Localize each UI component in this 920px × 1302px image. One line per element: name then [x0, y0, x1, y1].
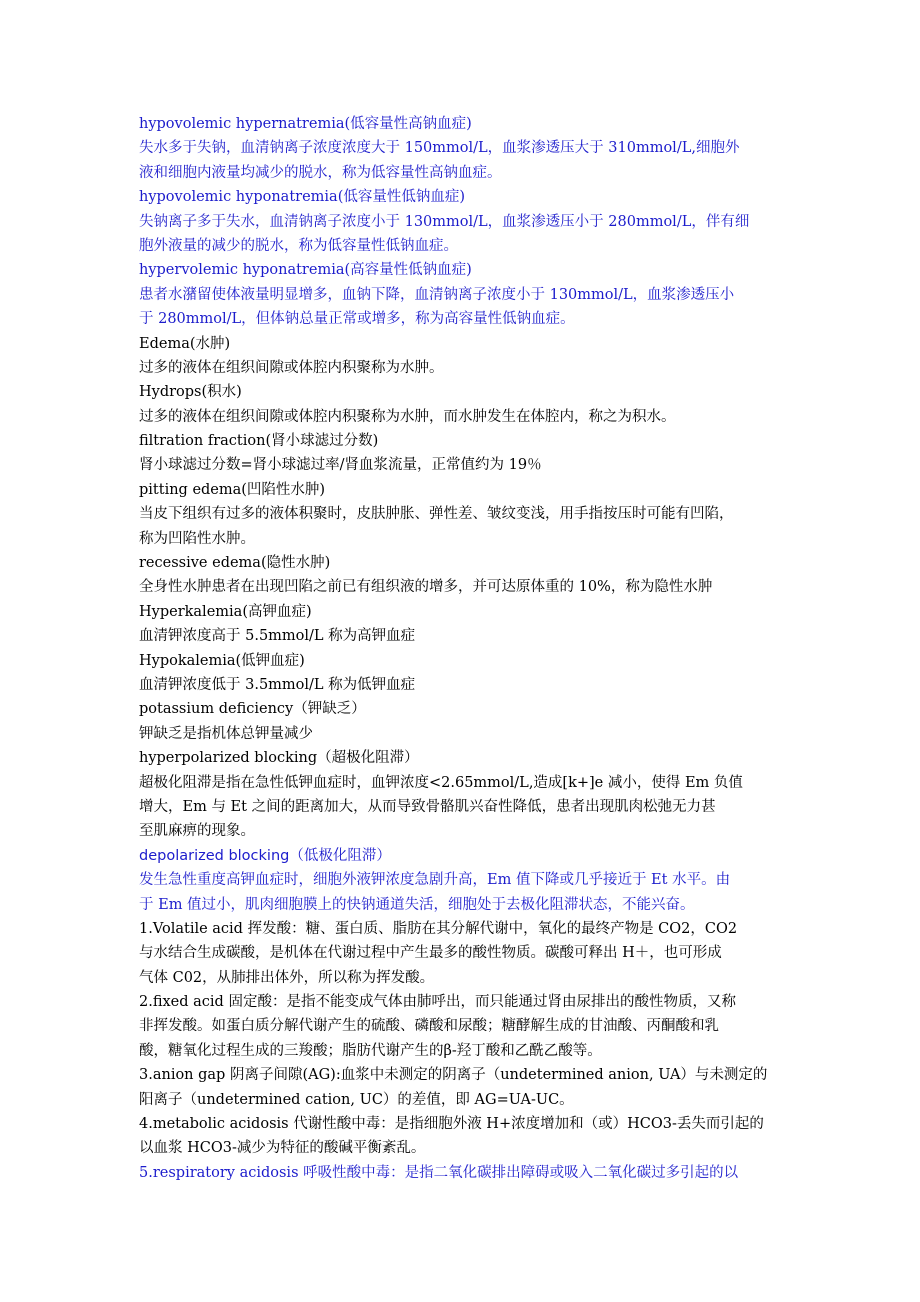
- definition-line: 患者水潴留使体液量明显增多，血钠下降，血清钠离子浓度小于 130mmol/L，血浆渗透压小: [139, 286, 735, 303]
- definition-line: 酸，糖氧化过程生成的三羧酸；脂肪代谢产生的β-羟丁酸和乙酰乙酸等。: [139, 1042, 602, 1059]
- term-heading-potassium-deficiency: potassium deficiency（钾缺乏）: [139, 701, 366, 718]
- numbered-definition-anion-gap: 3.anion gap 阴离子间隙(AG):血浆中未测定的阴离子（undetermined anion, UA）与未测定的: [139, 1067, 768, 1084]
- term-heading-hypovolemic-hypernatremia: hypovolemic hypernatremia(低容量性高钠血症): [139, 116, 472, 132]
- definition-line: 称为凹陷性水肿。: [139, 530, 255, 547]
- definition-line: 全身性水肿患者在出现凹陷之前已有组织液的增多，并可达原体重的 10%，称为隐性水肿: [139, 579, 713, 596]
- definition-line: 以血浆 HCO3-减少为特征的酸碱平衡紊乱。: [139, 1140, 426, 1157]
- definition-line: 血清钾浓度高于 5.5mmol/L 称为高钾血症: [139, 628, 416, 645]
- term-heading-hyperpolarized-blocking: hyperpolarized blocking（超极化阻滞）: [139, 750, 419, 767]
- term-heading-recessive-edema: recessive edema(隐性水肿): [139, 555, 331, 572]
- definition-line: 与水结合生成碳酸，是机体在代谢过程中产生最多的酸性物质。碳酸可释出 H＋，也可形成: [139, 945, 722, 962]
- definition-line: 液和细胞内液量均减少的脱水，称为低容量性高钠血症。: [139, 164, 502, 181]
- term-heading-depolarized-blocking: depolarized blocking（低极化阻滞）: [139, 847, 391, 864]
- definition-line: 钾缺乏是指机体总钾量减少: [139, 725, 313, 742]
- definition-line: 血清钾浓度低于 3.5mmol/L 称为低钾血症: [139, 676, 416, 693]
- document-body: [139, 112, 785, 1185]
- numbered-definition-respiratory-acidosis: 5.respiratory acidosis 呼吸性酸中毒：是指二氧化碳排出障碍或吸入二氧化碳过多引起的以: [139, 1164, 739, 1181]
- term-heading-hypovolemic-hyponatremia: hypovolemic hyponatremia(低容量性低钠血症): [139, 189, 466, 206]
- numbered-definition-volatile-acid: 1.Volatile acid 挥发酸：糖、蛋白质、脂肪在其分解代谢中，氧化的最终产物是 CO2，CO2: [139, 920, 738, 937]
- term-heading-edema: Edema(水肿): [139, 335, 231, 352]
- definition-line: 超极化阻滞是指在急性低钾血症时，血钾浓度<2.65mmol/L,造成[k+]e 减小，使得 Em 负值: [139, 774, 743, 791]
- definition-line: 发生急性重度高钾血症时，细胞外液钾浓度急剧升高，Em 值下降或几乎接近于 Et 水平。由: [139, 872, 731, 889]
- definition-line: 失钠离子多于失水，血清钠离子浓度小于 130mmol/L，血浆渗透压小于 280mmol/L，伴有细: [139, 213, 750, 230]
- term-heading-filtration-fraction: filtration fraction(肾小球滤过分数): [139, 433, 379, 450]
- numbered-definition-fixed-acid: 2.fixed acid 固定酸：是指不能变成气体由肺呼出，而只能通过肾由尿排出的酸性物质，又称: [139, 994, 736, 1011]
- definition-line: 非挥发酸。如蛋白质分解代谢产生的硫酸、磷酸和尿酸；糖酵解生成的甘油酸、丙酮酸和乳: [139, 1018, 719, 1035]
- numbered-definition-metabolic-acidosis: 4.metabolic acidosis 代谢性酸中毒：是指细胞外液 H+浓度增加和（或）HCO3-丢失而引起的: [139, 1116, 764, 1133]
- term-heading-hyperkalemia: Hyperkalemia(高钾血症): [139, 603, 312, 620]
- definition-line: 失水多于失钠，血清钠离子浓度浓度大于 150mmol/L，血浆渗透压大于 310mmol/L,细胞外: [139, 140, 740, 157]
- definition-line: 于 280mmol/L，但体钠总量正常或增多，称为高容量性低钠血症。: [139, 311, 575, 328]
- definition-line: 于 Em 值过小，肌肉细胞膜上的快钠通道失活，细胞处于去极化阻滞状态，不能兴奋。: [139, 896, 695, 913]
- term-heading-hypervolemic-hyponatremia: hypervolemic hyponatremia(高容量性低钠血症): [139, 262, 472, 279]
- definition-line: 过多的液体在组织间隙或体腔内积聚称为水肿，而水肿发生在体腔内，称之为积水。: [139, 408, 676, 425]
- definition-line: 至肌麻痹的现象。: [139, 823, 255, 840]
- definition-line: 过多的液体在组织间隙或体腔内积聚称为水肿。: [139, 359, 444, 376]
- term-heading-hydrops: Hydrops(积水): [139, 384, 242, 401]
- term-heading-hypokalemia: Hypokalemia(低钾血症): [139, 652, 305, 669]
- definition-line: 当皮下组织有过多的液体积聚时，皮肤肿胀、弹性差、皱纹变浅，用手指按压时可能有凹陷，: [139, 506, 734, 523]
- definition-line: 气体 C02，从肺排出体外，所以称为挥发酸。: [139, 969, 435, 986]
- definition-line: 阳离子（undetermined cation, UC）的差值，即 AG=UA-UC。: [139, 1091, 574, 1108]
- definition-line: 胞外液量的减少的脱水，称为低容量性低钠血症。: [139, 237, 458, 254]
- definition-line: 增大，Em 与 Et 之间的距离加大，从而导致骨骼肌兴奋性降低，患者出现肌肉松弛无力甚: [139, 798, 716, 815]
- definition-line: 肾小球滤过分数=肾小球滤过率/肾血浆流量，正常值约为 19％: [139, 457, 542, 474]
- term-heading-pitting-edema: pitting edema(凹陷性水肿): [139, 481, 326, 498]
